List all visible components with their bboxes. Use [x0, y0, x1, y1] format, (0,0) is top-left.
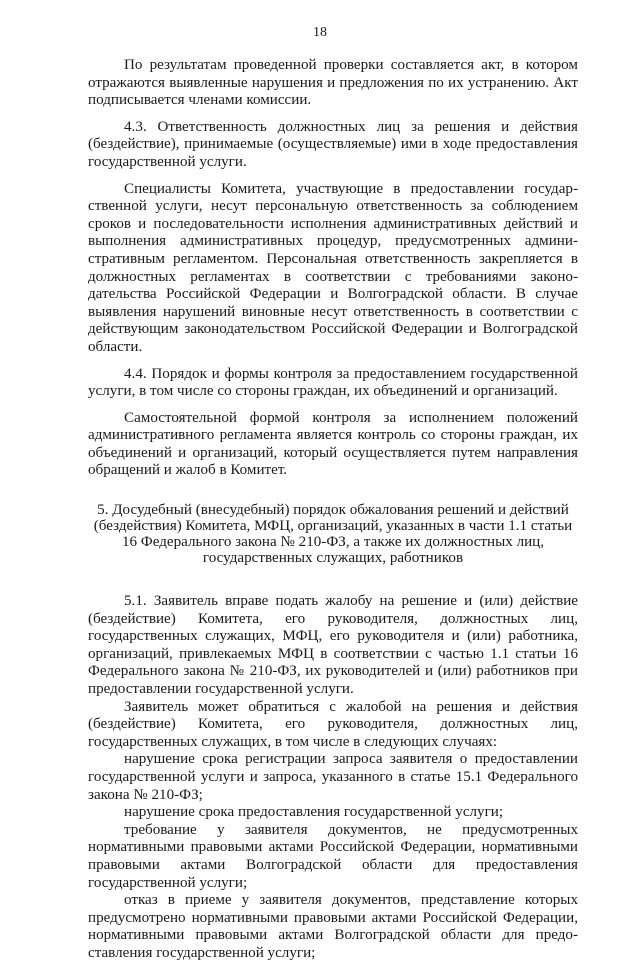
list-item-extra-documents: требование у заявителя документов, не предусмотренных нормативными правовыми актами Российской Федерации, нормативными правовыми актами Волгоградской области для предоставления государственной услуги; [88, 821, 578, 891]
document-body [88, 57, 578, 963]
paragraph-specialists-responsibility: Специалисты Комитета, участвующие в предоставлении государственной услуги, несут персональную ответственность за соблюдением сроков и последовательности исполнения административных действий и выполнения административных процедур, предусмотренных административным регламентом. Персональная ответственность закрепляется в должностных регламентах в соответствии с требованиями законодательства Российской Федерации и Волгоградской области. В случае выявления нарушений виновные несут ответственность в соответствии с действующим законодательством Российской Федерации и Волгоградской области. [88, 180, 578, 355]
paragraph-5-1: 5.1. Заявитель вправе подать жалобу на решение и (или) действие (бездействие) Комитета, его руководителя, должностных лиц, государственных служащих, МФЦ, его руководителя и (или) работника, организаций, привлекаемых МФЦ в соответствии с частью 1.1 статьи 16 Федерального закона № 210-ФЗ, их руководителей и (или) работников при предоставлении государственной услуги. [88, 593, 578, 698]
paragraph-self-control: Самостоятельной формой контроля за исполнением положений административного регламента является контроль со стороны граждан, их объединений и организаций, который осуществляется путем направления обращений и жалоб в Комитет. [88, 409, 578, 479]
list-item-service-deadline: нарушение срока предоставления государственной услуги; [124, 804, 504, 821]
page-number: 18 [313, 25, 327, 40]
paragraph-4-4-heading: 4.4. Порядок и формы контроля за предоставлением государственной услуги, в том числе со стороны граждан, их объединений и организаций. [88, 365, 578, 400]
list-item-refusal-documents: отказ в приеме у заявителя документов, представление которых предусмотрено нормативными правовыми актами Российской Федерации, нормативными правовыми актами Волгоградской области для предоставления государственной услуги; [88, 892, 578, 961]
paragraph-complaint-cases: Заявитель может обратиться с жалобой на решения и действия (бездействие) Комитета, его руководителя, должностных лиц, государственных служащих, в том числе в следующих случаях: [88, 698, 578, 750]
section-5-heading: 5. Досудебный (внесудебный) порядок обжалования решений и действий (бездействия) Комитета, МФЦ, организаций, указанных в части 1.1 статьи 16 Федерального закона № 210-ФЗ, а также их должностных лиц, государственных служащих, работников [93, 502, 573, 567]
list-item-registration-deadline: нарушение срока регистрации запроса заявителя о предоставлении государственной услуги и запроса, указанного в статье 15.1 Федерального закона № 210-ФЗ; [88, 751, 578, 803]
paragraph-4-3-heading: 4.3. Ответственность должностных лиц за решения и действия (бездействие), принимаемые (осуществляемые) ими в ходе предоставления государственной услуги. [88, 118, 578, 170]
paragraph-act-result: По результатам проведенной проверки составляется акт, в котором отражаются выявленные нарушения и предложения по их устранению. Акт подписывается членами комиссии. [88, 57, 578, 109]
